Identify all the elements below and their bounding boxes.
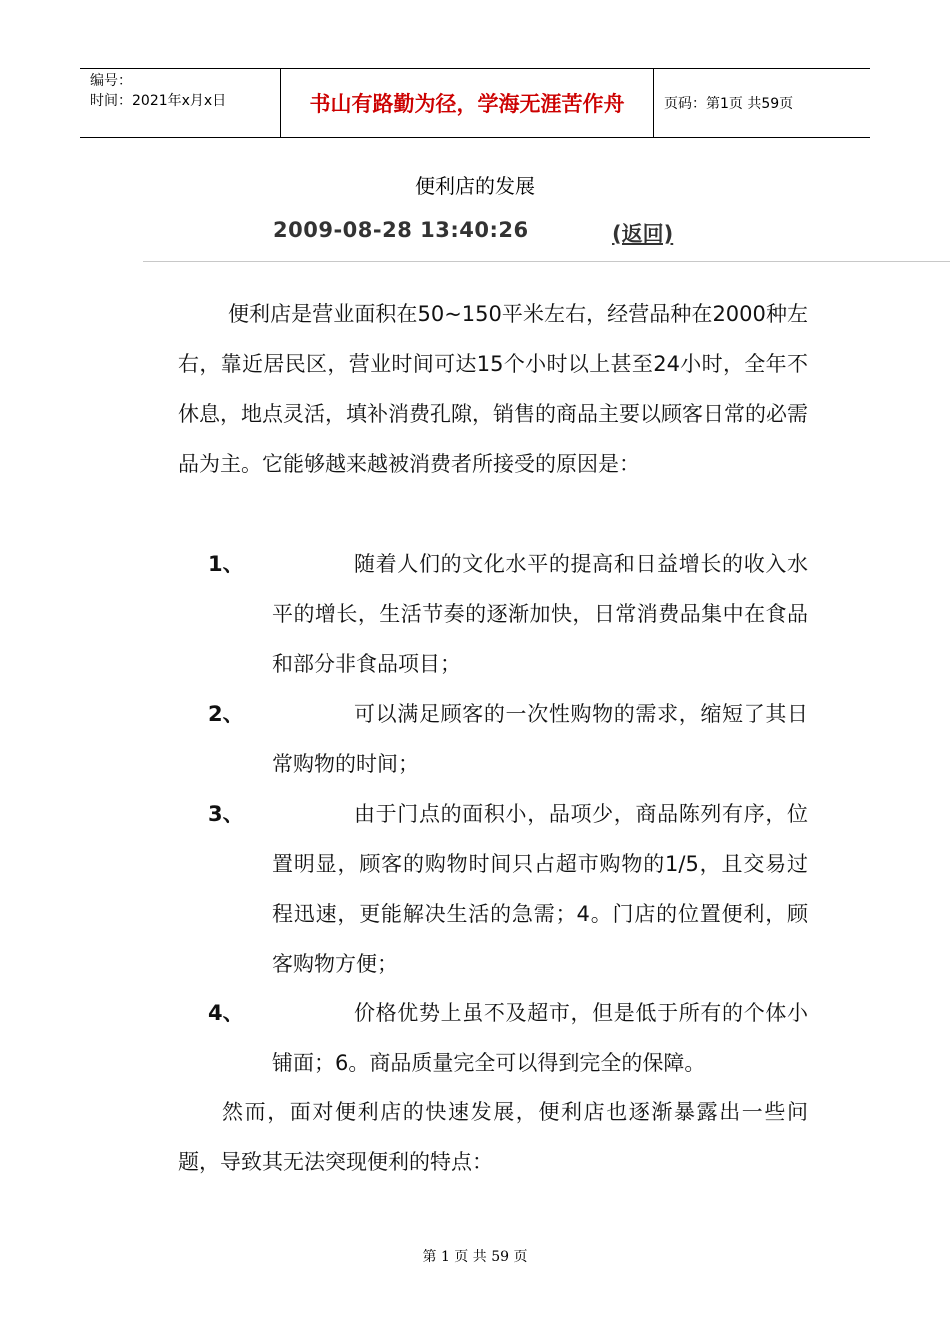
divider [143, 261, 950, 262]
list-item-text: 价格优势上虽不及超市，但是低于所有的个体小铺面；6。商品质量完全可以得到完全的保障。 [272, 1001, 808, 1075]
back-link[interactable]: (返回) [612, 222, 674, 246]
header-motto: 书山有路勤为径，学海无涯苦作舟 [281, 69, 654, 137]
list-item [208, 689, 808, 789]
list-item-number: 2、 [208, 702, 244, 726]
list-item [208, 789, 808, 989]
document-number-label: 编号： [90, 73, 132, 89]
list-item-text: 可以满足顾客的一次性购物的需求，缩短了其日常购物的时间； [272, 702, 808, 776]
document-time-label: 时间：2021年x月x日 [90, 93, 227, 109]
header-table [80, 68, 870, 138]
intro-paragraph: 便利店是营业面积在50~150平米左右，经营品种在2000种左右，靠近居民区，营业时间可达15个小时以上甚至24小时，全年不休息，地点灵活，填补消费孔隙，销售的商品主要以顾客日常的必需品为主。它能够越来越被消费者所接受的原因是： [178, 302, 808, 476]
list-item-text: 由于门点的面积小，品项少，商品陈列有序，位置明显，顾客的购物时间只占超市购物的1/5，且交易过程迅速，更能解决生活的急需；4。门店的位置便利，顾客购物方便； [272, 802, 808, 976]
page-footer: 第 1 页 共 59 页 [422, 1249, 528, 1265]
closing-paragraph: 然而，面对便利店的快速发展，便利店也逐渐暴露出一些问题，导致其无法突现便利的特点： [178, 1100, 808, 1174]
list-item-number: 4、 [208, 1001, 244, 1025]
list-item-number: 1、 [208, 552, 244, 576]
list-item [208, 988, 808, 1088]
article-title: 便利店的发展 [415, 174, 535, 198]
article-datetime: 2009-08-28 13:40:26 [273, 218, 529, 242]
header-meta [80, 69, 281, 137]
list-item-number: 3、 [208, 802, 244, 826]
list-item-text: 随着人们的文化水平的提高和日益增长的收入水平的增长，生活节奏的逐渐加快，日常消费品集中在食品和部分非食品项目； [272, 552, 808, 676]
list-item [208, 539, 808, 689]
header-page-info: 页码：第1页 共59页 [664, 96, 794, 112]
